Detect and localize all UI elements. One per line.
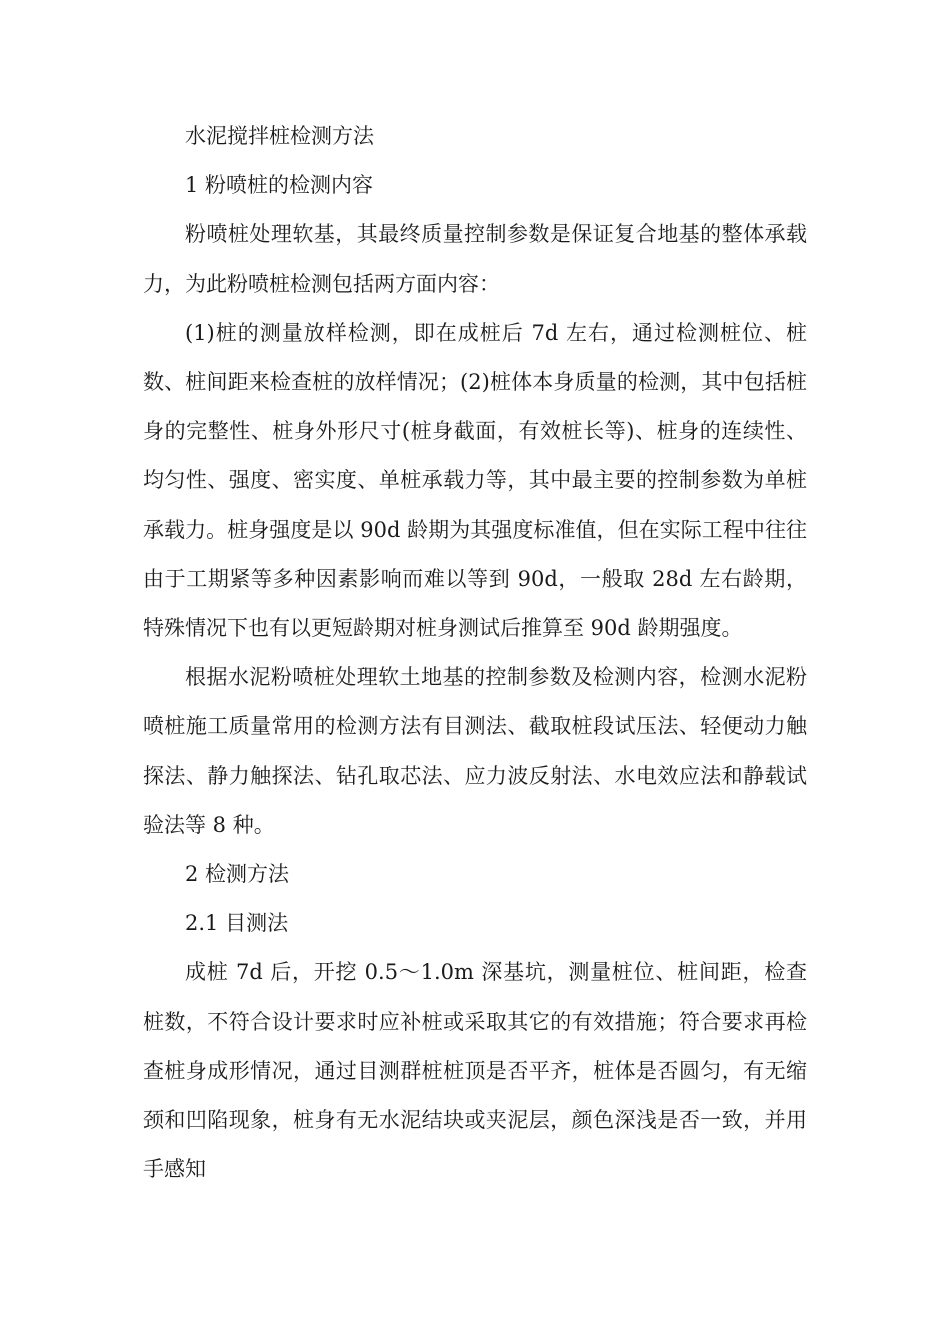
section-2-1-heading: 2.1 目测法 <box>185 911 289 936</box>
paragraph-4: 成桩 7d 后，开挖 0.5～1.0m 深基坑，测量桩位、桩间距，检查桩数，不符合设计要求时应补桩或采取其它的有效措施；符合要求再检查桩身成形情况，通过目测群桩桩顶是否平齐，桩体是否圆匀，有无缩颈和凹陷现象，桩身有无水泥结块或夹泥层，颜色深浅是否一致，并用手感知 <box>143 960 807 1182</box>
section-1-heading: 1 粉喷桩的检测内容 <box>185 173 374 198</box>
paragraph-3: 根据水泥粉喷桩处理软土地基的控制参数及检测内容，检测水泥粉喷桩施工质量常用的检测方法有目测法、截取桩段试压法、轻便动力触探法、静力触探法、钻孔取芯法、应力波反射法、水电效应法和静载试验法等 8 种。 <box>143 665 807 837</box>
document-body <box>143 112 807 1194</box>
document-title: 水泥搅拌桩检测方法 <box>185 124 374 148</box>
paragraph-2: (1)桩的测量放样检测，即在成桩后 7d 左右，通过检测桩位、桩数、桩间距来检查桩的放样情况；(2)桩体本身质量的检测，其中包括桩身的完整性、桩身外形尺寸(桩身截面，有效桩长等)、桩身的连续性、均匀性、强度、密实度、单桩承载力等，其中最主要的控制参数为单桩承载力。桩身强度是以 90d 龄期为其强度标准值，但在实际工程中往往由于工期紧等多种因素影响而难以等到 90d，一般取 28d 左右龄期，特殊情况下也有以更短龄期对桩身测试后推算至 90d 龄期强度。 <box>143 320 807 641</box>
section-2-heading: 2 检测方法 <box>185 862 290 887</box>
paragraph-1: 粉喷桩处理软基，其最终质量控制参数是保证复合地基的整体承载力，为此粉喷桩检测包括两方面内容： <box>143 222 807 296</box>
